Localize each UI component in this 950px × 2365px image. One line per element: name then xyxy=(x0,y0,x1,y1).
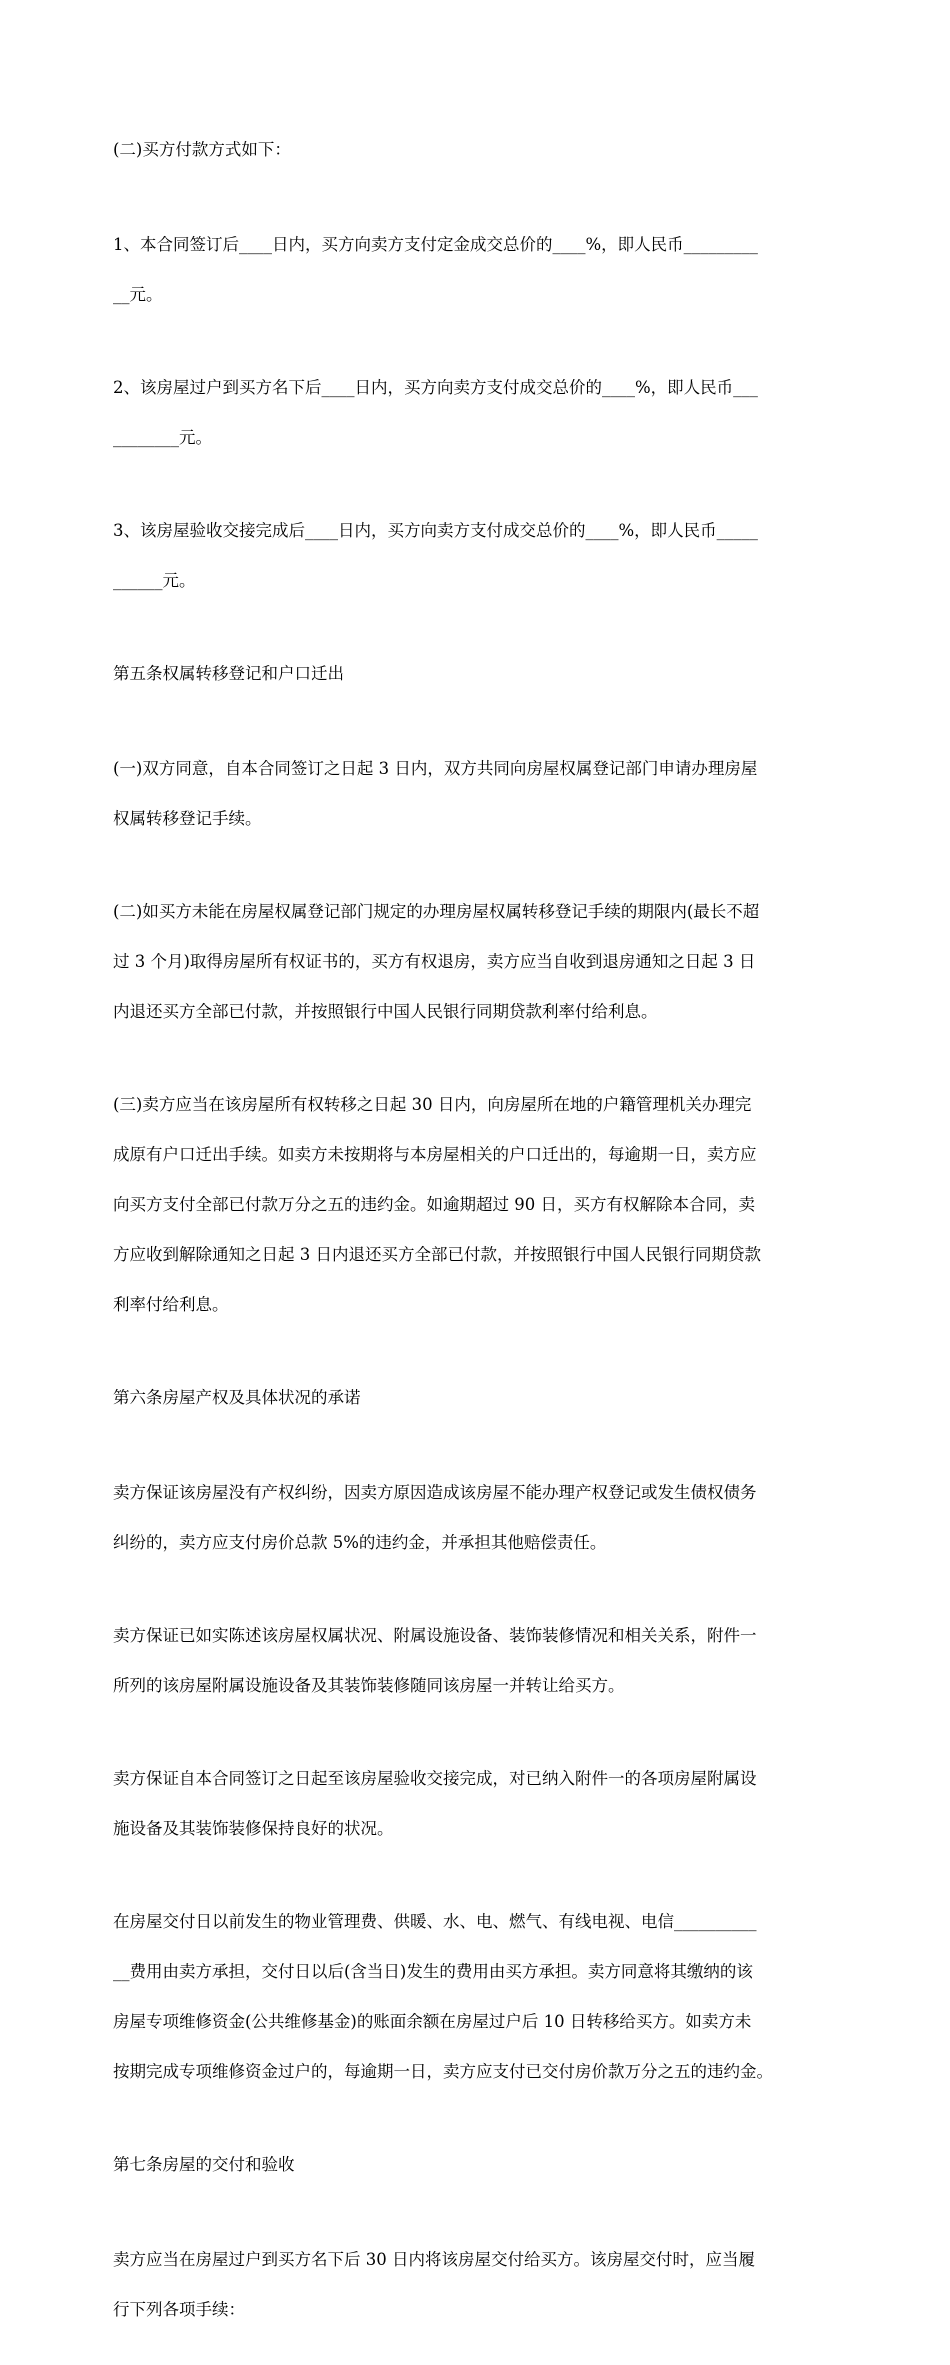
text-line: 卖方保证已如实陈述该房屋权属状况、附属设施设备、装饰装修情况和相关关系，附件一 xyxy=(113,1626,757,1645)
payment-clause-3 xyxy=(113,493,848,618)
article-6-heading xyxy=(113,1360,848,1435)
article-6-clause-2 xyxy=(113,1598,848,1723)
text-line: 行下列各项手续： xyxy=(113,2300,245,2319)
text-line: 向买方支付全部已付款万分之五的违约金。如逾期超过 90 日，买方有权解除本合同，卖 xyxy=(113,1195,755,1214)
text-line: 过 3 个月)取得房屋所有权证书的，买方有权退房，卖方应当自收到退房通知之日起 3 日 xyxy=(113,952,756,971)
text-line: 利率付给利息。 xyxy=(113,1295,229,1314)
text-line: (二)如买方未能在房屋权属登记部门规定的办理房屋权属转移登记手续的期限内(最长不超 xyxy=(113,902,760,921)
text-line: 卖方保证该房屋没有产权纠纷，因卖方原因造成该房屋不能办理产权登记或发生债权债务 xyxy=(113,1483,757,1502)
text-line: 房屋专项维修资金(公共维修基金)的账面余额在房屋过户后 10 日转移给买方。如卖方未 xyxy=(113,2012,752,2031)
article-6-clause-1 xyxy=(113,1455,848,1580)
text-line: 纠纷的，卖方应支付房价总款 5%的违约金，并承担其他赔偿责任。 xyxy=(113,1533,607,1552)
article-5-clause-2 xyxy=(113,874,848,1049)
text-line: 权属转移登记手续。 xyxy=(113,809,262,828)
article-6-clause-4 xyxy=(113,1884,848,2109)
text-line: 施设备及其装饰装修保持良好的状况。 xyxy=(113,1819,394,1838)
text-line: 第六条房屋产权及具体状况的承诺 xyxy=(113,1388,361,1407)
text-line: (二)买方付款方式如下： xyxy=(113,140,291,159)
text-line: 方应收到解除通知之日起 3 日内退还买方全部已付款，并按照银行中国人民银行同期贷款 xyxy=(113,1245,761,1264)
text-line: 第五条权属转移登记和户口迁出 xyxy=(113,664,344,683)
text-line: 所列的该房屋附属设施设备及其装饰装修随同该房屋一并转让给买方。 xyxy=(113,1676,625,1695)
text-line: 第七条房屋的交付和验收 xyxy=(113,2155,295,2174)
article-5-clause-3 xyxy=(113,1067,848,1342)
text-line: (一)双方同意，自本合同签订之日起 3 日内，双方共同向房屋权属登记部门申请办理房屋 xyxy=(113,759,758,778)
article-6-clause-3 xyxy=(113,1741,848,1866)
article-5-clause-1 xyxy=(113,731,848,856)
text-line: 1、本合同签订后____日内，买方向卖方支付定金成交总价的____%，即人民币_________ xyxy=(113,235,758,254)
article-7-heading xyxy=(113,2127,848,2202)
payment-clause-2 xyxy=(113,350,848,475)
text-line: ______元。 xyxy=(113,571,196,590)
text-line: 3、该房屋验收交接完成后____日内，买方向卖方支付成交总价的____%，即人民币_____ xyxy=(113,521,758,540)
text-line: 在房屋交付日以前发生的物业管理费、供暖、水、电、燃气、有线电视、电信__________ xyxy=(113,1912,757,1931)
text-line: 卖方保证自本合同签订之日起至该房屋验收交接完成，对已纳入附件一的各项房屋附属设 xyxy=(113,1769,757,1788)
text-line: 成原有户口迁出手续。如卖方未按期将与本房屋相关的户口迁出的，每逾期一日，卖方应 xyxy=(113,1145,757,1164)
text-line: 内退还买方全部已付款，并按照银行中国人民银行同期贷款利率付给利息。 xyxy=(113,1002,658,1021)
text-line: __元。 xyxy=(113,285,163,304)
article-5-heading xyxy=(113,636,848,711)
text-line: ________元。 xyxy=(113,428,212,447)
article-7-clause-1 xyxy=(113,2222,848,2347)
text-line: (三)卖方应当在该房屋所有权转移之日起 30 日内，向房屋所在地的户籍管理机关办理完 xyxy=(113,1095,752,1114)
payment-terms-heading xyxy=(113,112,848,187)
text-line: 按期完成专项维修资金过户的，每逾期一日，卖方应支付已交付房价款万分之五的违约金。 xyxy=(113,2062,773,2081)
text-line: __费用由卖方承担，交付日以后(含当日)发生的费用由买方承担。卖方同意将其缴纳的该 xyxy=(113,1962,753,1981)
payment-clause-1 xyxy=(113,207,848,332)
text-line: 2、该房屋过户到买方名下后____日内，买方向卖方支付成交总价的____%，即人民币___ xyxy=(113,378,758,397)
text-line: 卖方应当在房屋过户到买方名下后 30 日内将该房屋交付给买方。该房屋交付时，应当履 xyxy=(113,2250,755,2269)
document-page xyxy=(113,112,848,2365)
